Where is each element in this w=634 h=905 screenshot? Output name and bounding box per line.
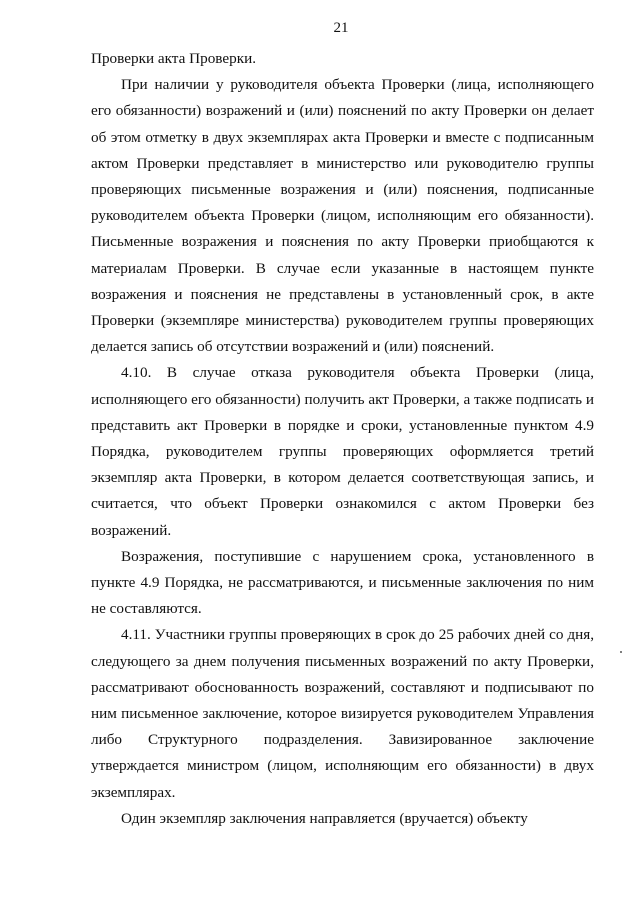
paragraph-4-11: 4.11. Участники группы проверяющих в срок до 25 рабочих дней со дня, следующего за днем получения письменных возражений по акту Проверки, рассматривают обоснованность возражений, составляют и подписывают по ним письменное заключение, которое визируется руководителем Управления либо Структурного подразделения. Завизированное заключение утверждается министром (лицом, исполняющим его обязанности) в двух экземплярах. xyxy=(91,626,594,801)
paragraph-continuation: Проверки акта Проверки. xyxy=(91,50,257,67)
paragraph-late-objections: Возражения, поступившие с нарушением срока, установленного в пункте 4.9 Порядка, не рассматриваются, и письменные заключения по ним не составляются. xyxy=(91,547,594,618)
page-number: 21 xyxy=(333,20,349,36)
document-body xyxy=(91,46,594,832)
paragraph-objections: При наличии у руководителя объекта Проверки (лица, исполняющего его обязанности) возражений и (или) пояснений по акту Проверки он делает об этом отметку в двух экземплярах акта Проверки и вместе с подписанным актом Проверки представляет в министерство или руководителю группы проверяющих письменные возражения и (или) пояснения, подписанные руководителем объекта Проверки (лицом, исполняющим его обязанности). Письменные возражения и пояснения по акту Проверки приобщаются к материалам Проверки. В случае если указанные в настоящем пункте возражения и пояснения не представлены в установленный срок, в акте Проверки (экземпляре министерства) руководителем группы проверяющих делается запись об отсутствии возражений и (или) пояснений. xyxy=(91,76,594,356)
paragraph-one-copy: Один экземпляр заключения направляется (вручается) объекту xyxy=(121,809,528,827)
scan-speck xyxy=(620,651,622,653)
paragraph-4-10: 4.10. В случае отказа руководителя объекта Проверки (лица, исполняющего его обязанности) получить акт Проверки, а также подписать и представить акт Проверки в порядке и сроки, установленные пунктом 4.9 Порядка, руководителем группы проверяющих оформляется третий экземпляр акта Проверки, в котором делается соответствующая запись, и считается, что объект Проверки ознакомился с актом Проверки без возражений. xyxy=(91,364,594,539)
